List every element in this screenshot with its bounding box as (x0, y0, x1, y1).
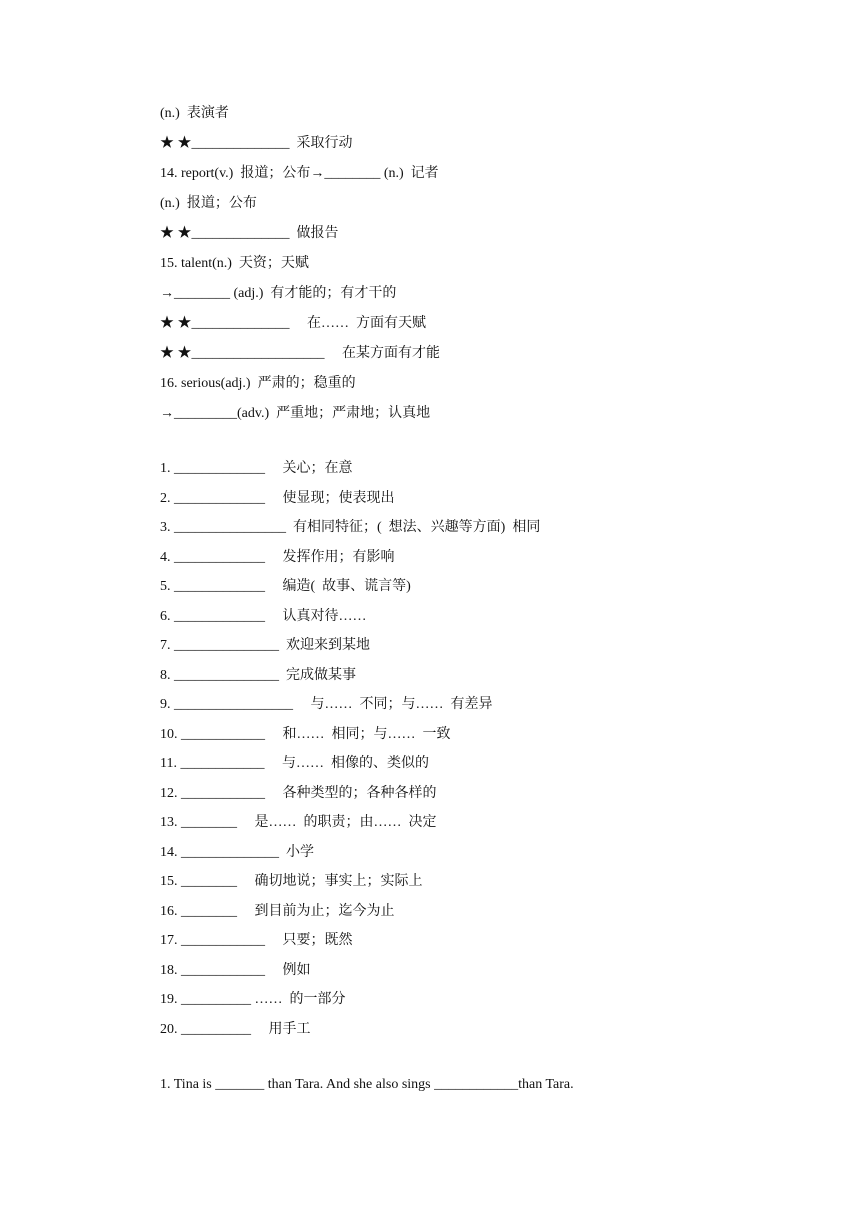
phrase-line: 17. ____________ 只要；既然 (160, 933, 353, 948)
phrase-line: 4. _____________ 发挥作用；有影响 (160, 550, 395, 565)
phrase-line: 11. ____________ 与…… 相像的、类似的 (160, 756, 429, 771)
phrase-line: 20. __________ 用手工 (160, 1022, 311, 1037)
vocab-line: ★ ★______________ 做报告 (160, 226, 339, 241)
phrase-line: 13. ________ 是…… 的职责；由…… 决定 (160, 815, 437, 830)
vocab-line: →_________(adv.) 严重地；严肃地；认真地 (160, 406, 431, 421)
phrase-line: 19. __________ …… 的一部分 (160, 992, 346, 1007)
vocab-line: 15. talent(n.) 天资；天赋 (160, 256, 309, 271)
vocab-line: ★ ★______________ 采取行动 (160, 136, 353, 151)
phrase-line: 12. ____________ 各种类型的；各种各样的 (160, 786, 437, 801)
phrase-line: 7. _______________ 欢迎来到某地 (160, 638, 370, 653)
phrase-line: 10. ____________ 和…… 相同；与…… 一致 (160, 727, 451, 742)
vocab-line: (n.) 表演者 (160, 106, 229, 121)
phrase-line: 2. _____________ 使显现；使表现出 (160, 491, 395, 506)
vocab-line: ★ ★___________________ 在某方面有才能 (160, 346, 440, 361)
phrase-line: 3. ________________ 有相同特征；( 想法、兴趣等方面) 相同 (160, 520, 541, 535)
sentence-line: 1. Tina is _______ than Tara. And she also sings ____________than Tara. (160, 1077, 574, 1092)
vocab-line: →________ (adj.) 有才能的；有才干的 (160, 286, 397, 301)
vocab-line: ★ ★______________ 在…… 方面有天赋 (160, 316, 426, 331)
vocab-line: 14. report(v.) 报道；公布→________ (n.) 记者 (160, 166, 439, 181)
phrase-line: 16. ________ 到目前为止；迄今为止 (160, 904, 395, 919)
vocab-line: (n.) 报道；公布 (160, 196, 257, 211)
phrase-line: 1. _____________ 关心；在意 (160, 461, 353, 476)
phrase-line: 6. _____________ 认真对待…… (160, 609, 367, 624)
phrase-line: 5. _____________ 编造( 故事、谎言等) (160, 579, 411, 594)
phrase-line: 14. ______________ 小学 (160, 845, 314, 860)
phrase-line: 18. ____________ 例如 (160, 963, 311, 978)
vocab-line: 16. serious(adj.) 严肃的；稳重的 (160, 376, 356, 391)
phrase-line: 9. _________________ 与…… 不同；与…… 有差异 (160, 697, 493, 712)
phrase-line: 8. _______________ 完成做某事 (160, 668, 356, 683)
phrase-line: 15. ________ 确切地说；事实上；实际上 (160, 874, 423, 889)
